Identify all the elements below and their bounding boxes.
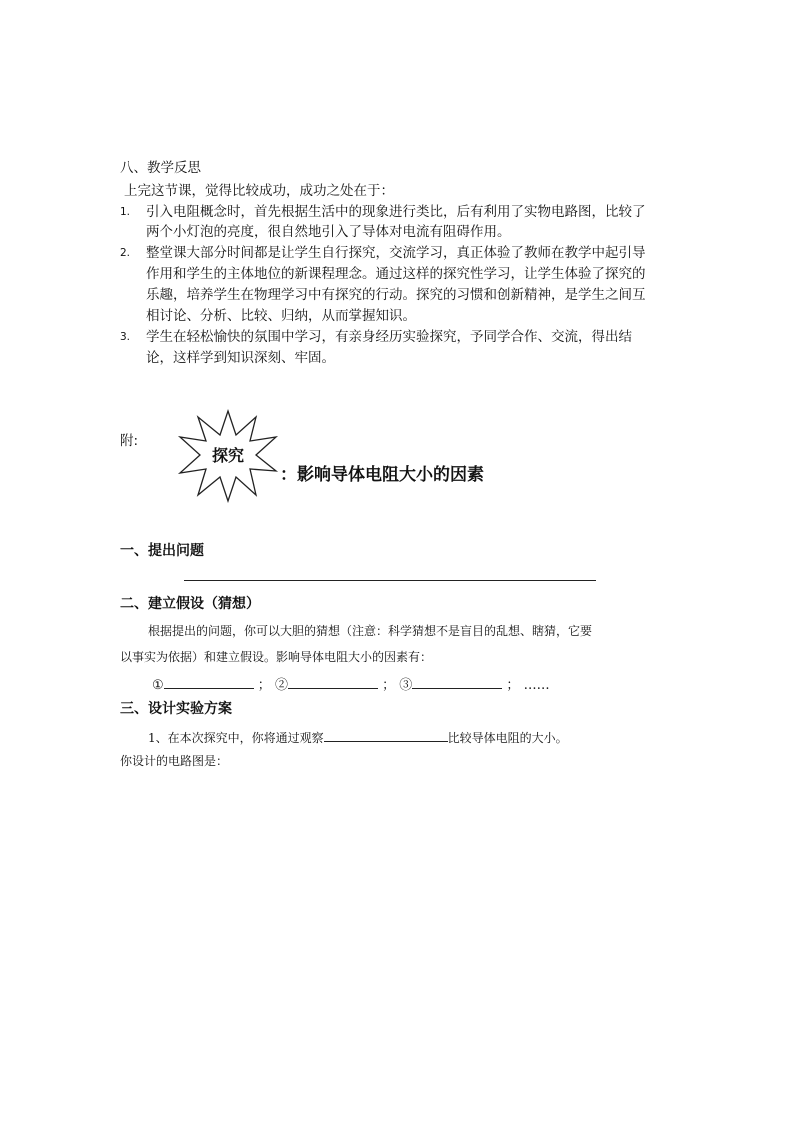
appendix-label: 附: <box>120 433 139 449</box>
design-suffix: 比较导体电阻的大小。 <box>447 731 568 745</box>
list-item-line: 学生在轻松愉快的氛围中学习，有亲身经历实验探究，予同学合作、交流，得出结 <box>146 329 632 345</box>
list-item-number: 3. <box>120 331 131 343</box>
section-heading-design: 三、设计实验方案 <box>120 701 232 717</box>
list-item-line: 两个小灯泡的亮度，很自然地引入了导体对电流有阻碍作用。 <box>146 224 511 240</box>
reflection-heading: 八、教学反思 <box>120 160 201 176</box>
ellipsis: …… <box>523 678 550 693</box>
reflection-intro: 上完这节课，觉得比较成功，成功之处在于： <box>124 183 394 199</box>
factor-blanks-row <box>152 674 550 693</box>
badge-label: 探究 <box>211 446 245 465</box>
factor-marker-1: ① <box>152 678 164 693</box>
section-heading-question: 一、提出问题 <box>120 543 204 559</box>
design-line-1 <box>148 728 568 746</box>
section-heading-hypothesis: 二、建立假设（猜想） <box>120 596 260 612</box>
list-item-line: 引入电阻概念时，首先根据生活中的现象进行类比，后有利用了实物电路图，比较了 <box>146 204 646 220</box>
list-item-line: 论，这样学到知识深刻、牢固。 <box>146 350 335 366</box>
hypothesis-paragraph-line: 根据提出的问题，你可以大胆的猜想（注意：科学猜想不是盲目的乱想、瞎猜，它要 <box>148 624 593 638</box>
appendix-title: ：影响导体电阻大小的因素 <box>280 465 484 485</box>
factor-blank-1[interactable] <box>164 675 254 689</box>
answer-line[interactable] <box>184 580 596 581</box>
hypothesis-paragraph-line: 以事实为依据）和建立假设。影响导体电阻大小的因素有： <box>120 650 433 664</box>
separator: ； <box>257 678 271 693</box>
factor-marker-2: ② <box>274 678 288 693</box>
separator: ； <box>506 678 520 693</box>
factor-marker-3: ③ <box>399 678 413 693</box>
starburst-badge <box>176 407 280 503</box>
factor-blank-2[interactable] <box>288 675 378 689</box>
list-item-number: 1. <box>120 206 131 218</box>
list-item-line: 相讨论、分析、比较、归纳，从而掌握知识。 <box>146 308 416 324</box>
design-prefix: 1、在本次探究中，你将通过观察 <box>148 731 324 745</box>
separator: ； <box>382 678 396 693</box>
factor-blank-3[interactable] <box>412 675 502 689</box>
list-item-line: 整堂课大部分时间都是让学生自行探究，交流学习，真正体验了教师在教学中起引导 <box>146 245 646 261</box>
design-line-2: 你设计的电路图是： <box>120 754 229 768</box>
list-item-number: 2. <box>120 247 131 259</box>
list-item-line: 乐趣，培养学生在物理学习中有探究的行动。探究的习惯和创新精神，是学生之间互 <box>146 287 646 303</box>
observe-blank[interactable] <box>324 728 448 742</box>
list-item-line: 作用和学生的主体地位的新课程理念。通过这样的探究性学习，让学生体验了探究的 <box>146 266 646 282</box>
